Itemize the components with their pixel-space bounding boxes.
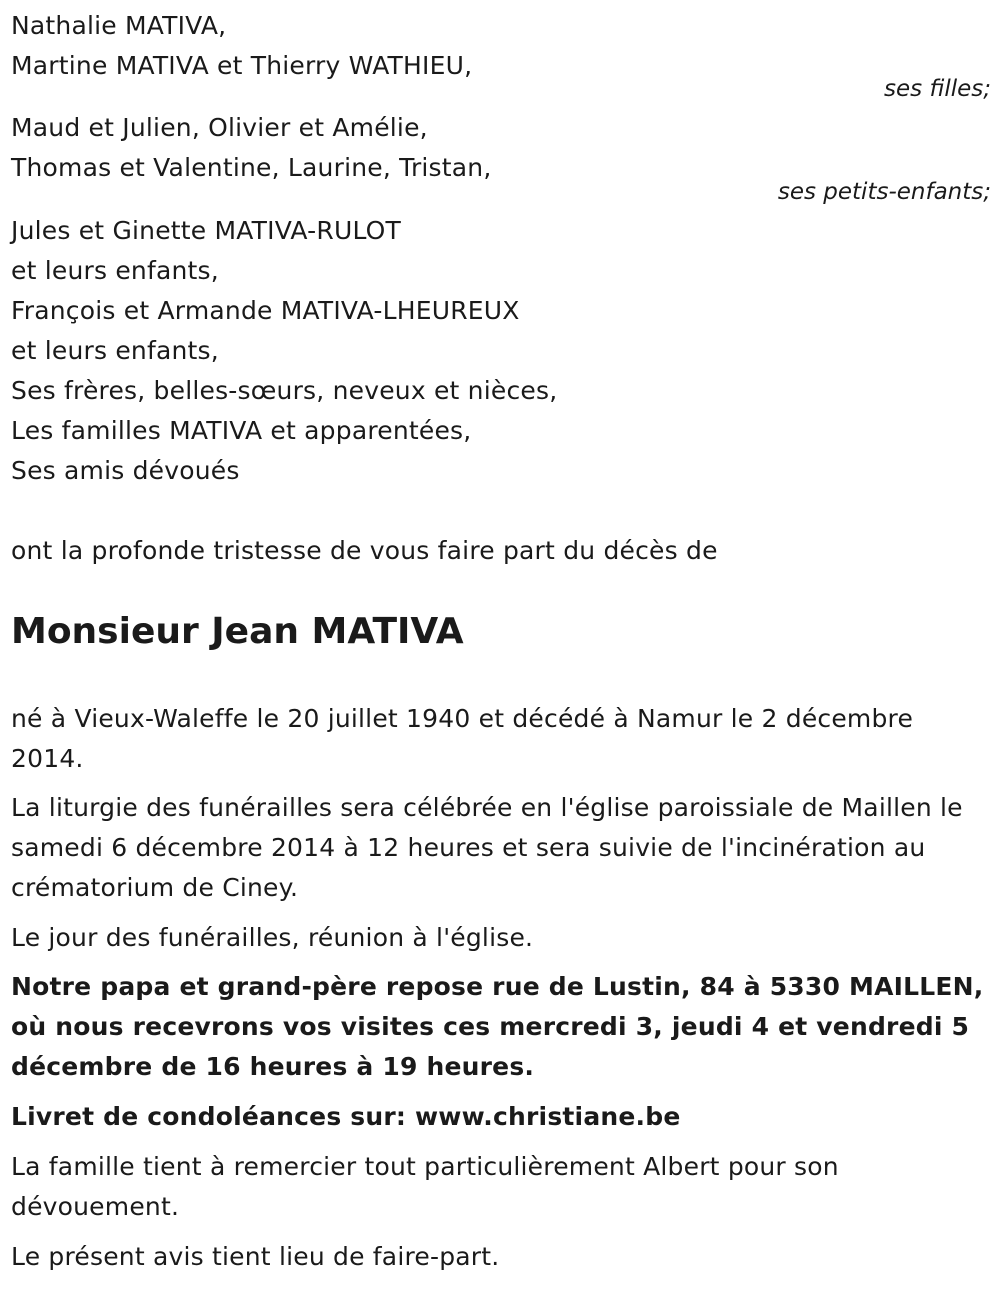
family-line-1: Jules et Ginette MATIVA-RULOT [11, 216, 402, 245]
grandchildren-line-1: Maud et Julien, Olivier et Amélie, [11, 113, 428, 142]
family-line-2: et leurs enfants, [11, 256, 219, 285]
daughters-role: ses filles; [884, 76, 991, 102]
daughter-name-1: Nathalie MATIVA, [11, 11, 227, 40]
family-line-7: Ses amis dévoués [11, 456, 240, 485]
notice-paragraph: Le présent avis tient lieu de faire-part. [11, 1242, 500, 1271]
liturgy-paragraph: La liturgie des funérailles sera célébrée en l'église paroissiale de Maillen le samedi 6 décembre 2014 à 12 heures et sera suivie de l'incinération au crématorium de Ciney. [11, 793, 963, 902]
family-line-4: et leurs enfants, [11, 336, 219, 365]
meeting-paragraph: Le jour des funérailles, réunion à l'église. [11, 923, 534, 952]
grandchildren-line-2: Thomas et Valentine, Laurine, Tristan, [11, 153, 492, 182]
condolences-link-text: Livret de condoléances sur: www.christiane.be [11, 1102, 681, 1131]
birth-death-paragraph: né à Vieux-Waleffe le 20 juillet 1940 et décédé à Namur le 2 décembre 2014. [11, 704, 914, 773]
visitation-paragraph: Notre papa et grand-père repose rue de Lustin, 84 à 5330 MAILLEN, où nous recevrons vos visites ces mercredi 3, jeudi 4 et vendredi 5 décembre de 16 heures à 19 heures. [11, 972, 984, 1081]
announcement-text: ont la profonde tristesse de vous faire part du décès de [11, 536, 718, 565]
daughter-name-2: Martine MATIVA et Thierry WATHIEU, [11, 51, 473, 80]
grandchildren-role: ses petits-enfants; [777, 179, 991, 205]
thanks-paragraph: La famille tient à remercier tout particulièrement Albert pour son dévouement. [11, 1152, 839, 1221]
family-line-5: Ses frères, belles-sœurs, neveux et nièces, [11, 376, 558, 405]
family-line-3: François et Armande MATIVA-LHEUREUX [11, 296, 520, 325]
family-line-6: Les familles MATIVA et apparentées, [11, 416, 472, 445]
deceased-name: Monsieur Jean MATIVA [11, 611, 464, 652]
